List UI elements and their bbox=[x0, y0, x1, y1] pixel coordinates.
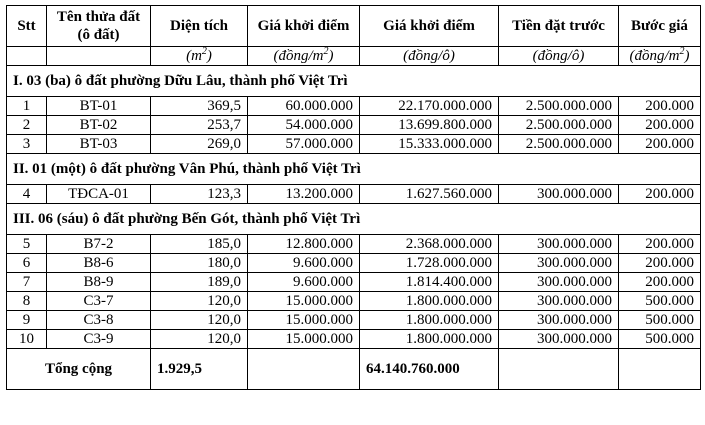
cell-price-step: 500.000 bbox=[619, 292, 701, 311]
cell-starting-price: 15.333.000.000 bbox=[360, 135, 499, 154]
table-row bbox=[7, 185, 701, 204]
total-empty-cell bbox=[499, 349, 619, 390]
header-row bbox=[7, 6, 701, 47]
document-page bbox=[6, 5, 701, 390]
cell-price-step: 500.000 bbox=[619, 311, 701, 330]
cell-stt: 1 bbox=[7, 97, 47, 116]
cell-area: 180,0 bbox=[151, 254, 248, 273]
cell-area: 120,0 bbox=[151, 311, 248, 330]
header-unit-starting-price: Giá khởi điểm bbox=[248, 6, 360, 47]
table-row bbox=[7, 116, 701, 135]
header-starting-price: Giá khởi điểm bbox=[360, 6, 499, 47]
cell-deposit: 300.000.000 bbox=[499, 235, 619, 254]
cell-starting-price: 2.368.000.000 bbox=[360, 235, 499, 254]
header-stt: Stt bbox=[7, 6, 47, 47]
cell-deposit: 2.500.000.000 bbox=[499, 116, 619, 135]
cell-unit-price: 9.600.000 bbox=[248, 273, 360, 292]
cell-stt: 8 bbox=[7, 292, 47, 311]
cell-plot-name: C3-7 bbox=[47, 292, 151, 311]
table-body bbox=[7, 66, 701, 349]
cell-starting-price: 22.170.000.000 bbox=[360, 97, 499, 116]
cell-plot-name: BT-03 bbox=[47, 135, 151, 154]
cell-price-step: 200.000 bbox=[619, 116, 701, 135]
cell-area: 369,5 bbox=[151, 97, 248, 116]
header-area: Diện tích bbox=[151, 6, 248, 47]
cell-unit-price: 57.000.000 bbox=[248, 135, 360, 154]
cell-deposit: 2.500.000.000 bbox=[499, 97, 619, 116]
cell-price-step: 500.000 bbox=[619, 330, 701, 349]
cell-price-step: 200.000 bbox=[619, 185, 701, 204]
cell-price-step: 200.000 bbox=[619, 235, 701, 254]
cell-plot-name: BT-02 bbox=[47, 116, 151, 135]
cell-unit-price: 13.200.000 bbox=[248, 185, 360, 204]
cell-stt: 4 bbox=[7, 185, 47, 204]
section-header-row bbox=[7, 204, 701, 235]
auction-land-table bbox=[6, 5, 701, 390]
cell-plot-name: C3-8 bbox=[47, 311, 151, 330]
header-deposit: Tiền đặt trước bbox=[499, 6, 619, 47]
cell-area: 120,0 bbox=[151, 330, 248, 349]
cell-deposit: 300.000.000 bbox=[499, 292, 619, 311]
cell-starting-price: 1.728.000.000 bbox=[360, 254, 499, 273]
cell-stt: 2 bbox=[7, 116, 47, 135]
cell-plot-name: C3-9 bbox=[47, 330, 151, 349]
section-header-row bbox=[7, 66, 701, 97]
cell-starting-price: 1.627.560.000 bbox=[360, 185, 499, 204]
unit-starting-price: (đồng/ô) bbox=[360, 47, 499, 66]
cell-plot-name: B8-9 bbox=[47, 273, 151, 292]
cell-stt: 7 bbox=[7, 273, 47, 292]
cell-unit-price: 9.600.000 bbox=[248, 254, 360, 273]
cell-deposit: 300.000.000 bbox=[499, 311, 619, 330]
cell-unit-price: 54.000.000 bbox=[248, 116, 360, 135]
section-title: III. 06 (sáu) ô đất phường Bến Gót, thành phố Việt Trì bbox=[7, 204, 701, 235]
total-starting-price: 64.140.760.000 bbox=[360, 349, 499, 390]
cell-area: 253,7 bbox=[151, 116, 248, 135]
cell-stt: 9 bbox=[7, 311, 47, 330]
total-empty-cell bbox=[619, 349, 701, 390]
unit-cell-empty bbox=[7, 47, 47, 66]
unit-price-step: $(đồng/m^2)$ bbox=[619, 47, 701, 66]
section-title: II. 01 (một) ô đất phường Vân Phú, thành phố Việt Trì bbox=[7, 154, 701, 185]
cell-price-step: 200.000 bbox=[619, 135, 701, 154]
cell-plot-name: TĐCA-01 bbox=[47, 185, 151, 204]
cell-stt: 3 bbox=[7, 135, 47, 154]
unit-area: $(m^2)$ bbox=[151, 47, 248, 66]
table-row bbox=[7, 292, 701, 311]
cell-price-step: 200.000 bbox=[619, 273, 701, 292]
cell-unit-price: 15.000.000 bbox=[248, 311, 360, 330]
cell-unit-price: 15.000.000 bbox=[248, 292, 360, 311]
cell-stt: 5 bbox=[7, 235, 47, 254]
table-row bbox=[7, 330, 701, 349]
cell-price-step: 200.000 bbox=[619, 254, 701, 273]
total-empty-cell bbox=[248, 349, 360, 390]
cell-starting-price: 13.699.800.000 bbox=[360, 116, 499, 135]
table-row bbox=[7, 311, 701, 330]
cell-stt: 10 bbox=[7, 330, 47, 349]
cell-deposit: 2.500.000.000 bbox=[499, 135, 619, 154]
unit-cell-empty bbox=[47, 47, 151, 66]
total-label: Tổng cộng bbox=[7, 349, 151, 390]
cell-deposit: 300.000.000 bbox=[499, 330, 619, 349]
cell-deposit: 300.000.000 bbox=[499, 273, 619, 292]
total-row bbox=[7, 349, 701, 390]
section-title: I. 03 (ba) ô đất phường Dữu Lâu, thành phố Việt Trì bbox=[7, 66, 701, 97]
cell-area: 185,0 bbox=[151, 235, 248, 254]
unit-unit-price: $(đồng/m^2)$ bbox=[248, 47, 360, 66]
cell-deposit: 300.000.000 bbox=[499, 185, 619, 204]
table-row bbox=[7, 273, 701, 292]
cell-starting-price: 1.800.000.000 bbox=[360, 330, 499, 349]
unit-deposit: (đồng/ô) bbox=[499, 47, 619, 66]
section-header-row bbox=[7, 154, 701, 185]
table-row bbox=[7, 235, 701, 254]
cell-area: 189,0 bbox=[151, 273, 248, 292]
header-plot-name: Tên thửa đất (ô đất) bbox=[47, 6, 151, 47]
cell-area: 123,3 bbox=[151, 185, 248, 204]
cell-plot-name: B8-6 bbox=[47, 254, 151, 273]
table-row bbox=[7, 254, 701, 273]
table-row bbox=[7, 97, 701, 116]
cell-plot-name: B7-2 bbox=[47, 235, 151, 254]
cell-starting-price: 1.800.000.000 bbox=[360, 311, 499, 330]
cell-price-step: 200.000 bbox=[619, 97, 701, 116]
cell-stt: 6 bbox=[7, 254, 47, 273]
cell-deposit: 300.000.000 bbox=[499, 254, 619, 273]
cell-unit-price: 12.800.000 bbox=[248, 235, 360, 254]
cell-plot-name: BT-01 bbox=[47, 97, 151, 116]
cell-area: 269,0 bbox=[151, 135, 248, 154]
cell-unit-price: 60.000.000 bbox=[248, 97, 360, 116]
header-price-step: Bước giá bbox=[619, 6, 701, 47]
unit-row bbox=[7, 47, 701, 66]
cell-unit-price: 15.000.000 bbox=[248, 330, 360, 349]
cell-starting-price: 1.814.400.000 bbox=[360, 273, 499, 292]
total-area: 1.929,5 bbox=[151, 349, 248, 390]
cell-area: 120,0 bbox=[151, 292, 248, 311]
cell-starting-price: 1.800.000.000 bbox=[360, 292, 499, 311]
table-row bbox=[7, 135, 701, 154]
